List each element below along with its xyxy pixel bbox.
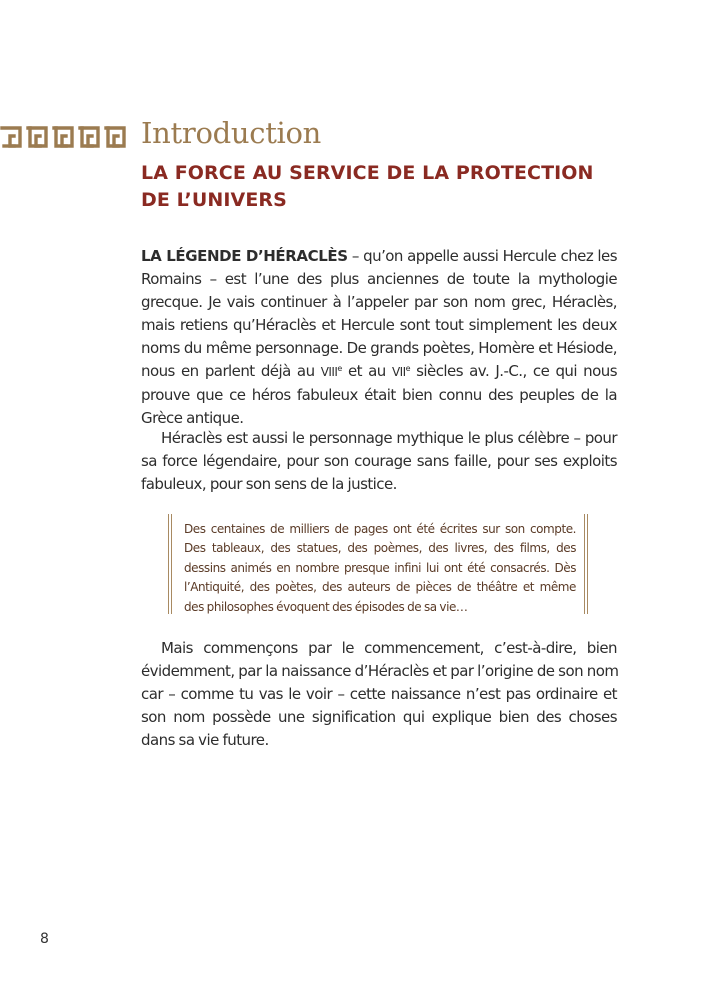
century-numeral: VII: [391, 365, 406, 379]
paragraph-line: [141, 360, 617, 384]
paragraph-text: – qu’on appelle aussi Hercule chez les: [347, 247, 617, 265]
paragraph-line: grecque. Je vais continuer à l’appeler par son nom grec, Héraclès,: [141, 293, 617, 311]
paragraph-line: prouve que ce héros fabuleux était bien connu des peuples de la: [141, 386, 617, 404]
paragraph-line: fabuleux, pour son sens de la justice.: [141, 475, 397, 493]
paragraph-line: mais retiens qu’Héraclès et Hercule sont tout simplement les deux: [141, 316, 617, 334]
paragraph-text: et au: [341, 362, 392, 380]
quote-line: des philosophes évoquent des épisodes de sa vie…: [184, 599, 468, 614]
paragraph-line: car – comme tu vas le voir – cette naissance n’est pas ordinaire et: [141, 685, 617, 703]
quote-line: Des centaines de milliers de pages ont été écrites sur son compte.: [184, 522, 576, 536]
century-superscript: e: [337, 364, 342, 373]
paragraph-line: Mais commençons par le commencement, c’est-à-dire, bien: [161, 639, 617, 657]
quote-line: Des tableaux, des statues, des poèmes, des livres, des films, des: [184, 541, 576, 556]
greek-key-ornament: [0, 120, 134, 154]
century-superscript: e: [405, 364, 410, 373]
paragraph-line: [141, 245, 617, 268]
chapter-title-line: DE L’UNIVERS: [141, 189, 287, 211]
paragraph-text: siècles av. J.-C., ce qui nous: [409, 362, 617, 380]
paragraph-line: évidemment, par la naissance d’Héraclès et par l’origine de son nom: [141, 662, 619, 680]
paragraph-line: Héraclès est aussi le personnage mythique le plus célèbre – pour: [161, 429, 617, 447]
paragraph-text: nous en parlent déjà au: [141, 362, 321, 380]
page-number: 8: [40, 931, 49, 947]
paragraph-line: son nom possède une signification qui explique bien des choses: [141, 708, 617, 726]
body-paragraph: [141, 637, 617, 752]
pull-quote: [168, 514, 588, 614]
paragraph-line: sa force légendaire, pour son courage sans faille, pour ses exploits: [141, 452, 617, 470]
paragraph-line: dans sa vie future.: [141, 731, 269, 749]
paragraph-lead: LA LÉGENDE D’HÉRACLÈS: [141, 247, 348, 265]
greek-key-icon: [0, 124, 134, 150]
quote-text: [184, 520, 576, 617]
quote-line: l’Antiquité, des poètes, des auteurs de pièces de théâtre et même: [184, 580, 576, 595]
paragraph-line: Romains – est l’une des plus anciennes de toute la mythologie: [141, 270, 617, 288]
quote-rule-left: [168, 514, 172, 614]
section-label: Introduction: [141, 116, 322, 150]
quote-rule-right: [584, 514, 588, 614]
century-numeral: VIII: [320, 365, 338, 379]
body-paragraph: [141, 245, 617, 430]
chapter-title-line: LA FORCE AU SERVICE DE LA PROTECTION: [141, 162, 594, 184]
quote-line: dessins animés en nombre presque infini lui ont été consacrés. Dès: [184, 560, 576, 575]
paragraph-line: noms du même personnage. De grands poètes, Homère et Hésiode,: [141, 339, 617, 357]
paragraph-line: Grèce antique.: [141, 409, 244, 427]
body-paragraph: [141, 427, 617, 496]
chapter-title: [141, 160, 611, 214]
